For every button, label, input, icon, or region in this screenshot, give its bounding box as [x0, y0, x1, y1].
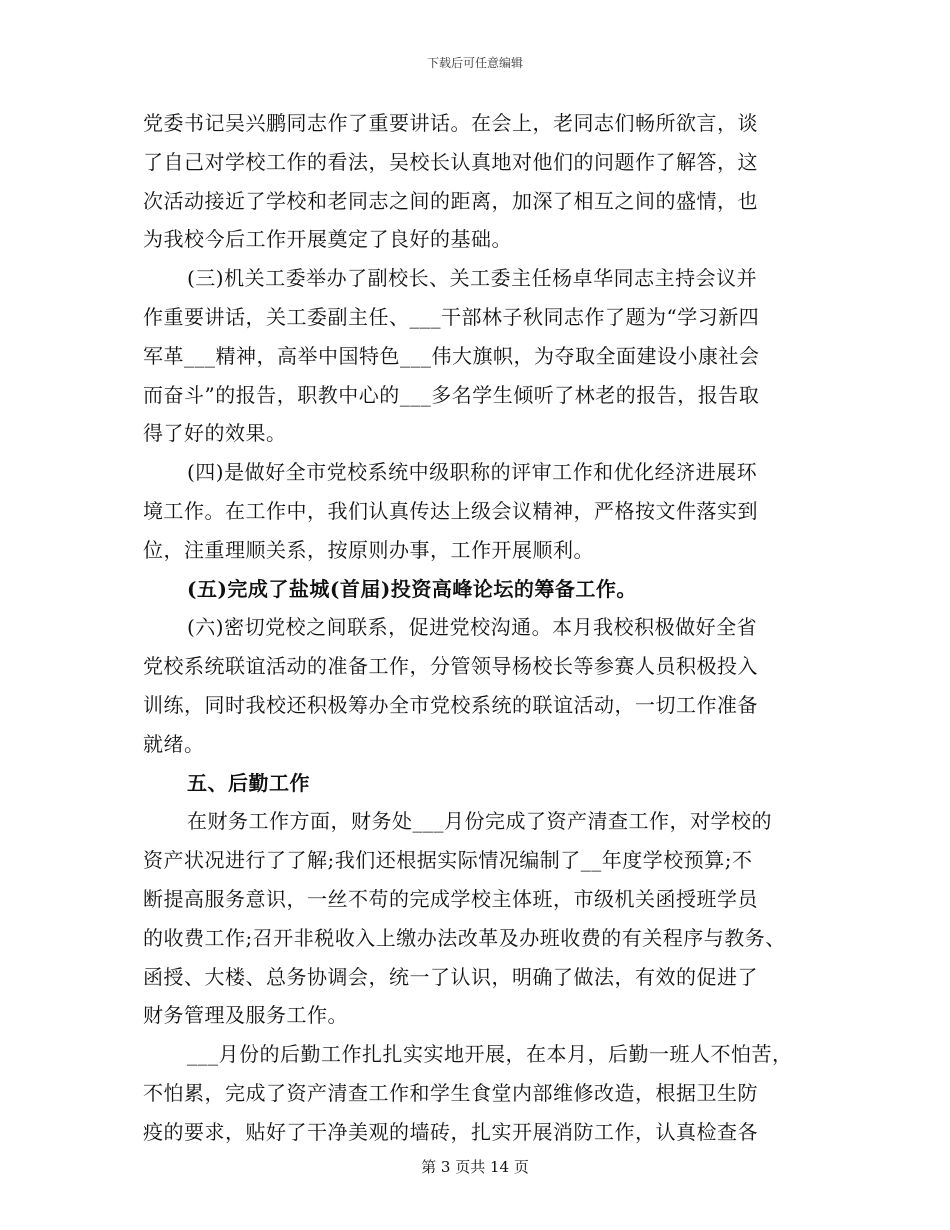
body-text-line: 函授、大楼、总务协调会，统一了认识，明确了做法，有效的促进了 — [143, 964, 758, 989]
body-text-line: 作重要讲话，关工委副主任、___干部林子秋同志作了题为“学习新四 — [143, 304, 760, 329]
body-text-line: 军革___精神，高举中国特色___伟大旗帜，为夺取全面建设小康社会 — [143, 343, 760, 368]
body-text-line: ___月份的后勤工作扎扎实实地开展，在本月，后勤一班人不怕苦， — [187, 1042, 793, 1067]
body-text-line: 的收费工作;召开非税收入上缴办法改革及办班收费的有关程序与教务、 — [143, 925, 786, 950]
document-body — [143, 104, 833, 1152]
body-text-line: (六)密切党校之间联系，促进党校沟通。本月我校积极做好全省 — [187, 615, 758, 640]
body-text-line: 位，注重理顺关系，按原则办事，工作开展顺利。 — [143, 537, 594, 562]
section-heading-line: 五、后勤工作 — [187, 770, 310, 795]
body-text-line: 为我校今后工作开展奠定了良好的基础。 — [143, 227, 512, 252]
body-text-line: 断提高服务意识，一丝不苟的完成学校主体班，市级机关函授班学员 — [143, 886, 758, 911]
body-text-line: 资产状况进行了了解;我们还根据实际情况编制了__年度学校预算;不 — [143, 848, 753, 873]
body-text-line: (四)是做好全市党校系统中级职称的评审工作和优化经济进展环 — [187, 460, 758, 485]
body-text-line: 在财务工作方面，财务处___月份完成了资产清查工作，对学校的 — [187, 809, 772, 834]
body-text-line: 不怕累，完成了资产清查工作和学生食堂内部维修改造，根据卫生防 — [143, 1080, 758, 1105]
body-text-line: (三)机关工委举办了副校长、关工委主任杨卓华同志主持会议并 — [187, 266, 758, 291]
body-text-line: 境工作。在工作中，我们认真传达上级会议精神，严格按文件落实到 — [143, 498, 758, 523]
body-text-line: 财务管理及服务工作。 — [143, 1003, 348, 1028]
page-number-footer: 第 3 页共 14 页 — [421, 1158, 529, 1176]
body-text-line: 得了好的效果。 — [143, 421, 287, 446]
body-text-line: 次活动接近了学校和老同志之间的距离，加深了相互之间的盛情，也 — [143, 188, 758, 213]
body-text-line: 了自己对学校工作的看法，吴校长认真地对他们的问题作了解答，这 — [143, 149, 758, 174]
body-text-line: 训练，同时我校还积极筹办全市党校系统的联谊活动，一切工作准备 — [143, 692, 758, 717]
body-text-line: 党校系统联谊活动的准备工作，分管领导杨校长等参赛人员积极投入 — [143, 654, 758, 679]
page-header-note: 下载后可任意编辑 — [426, 56, 523, 70]
body-text-line: 而奋斗”的报告，职教中心的___多名学生倾听了林老的报告，报告取 — [143, 382, 760, 407]
body-text-line: 党委书记吴兴鹏同志作了重要讲话。在会上，老同志们畅所欲言，谈 — [143, 111, 758, 135]
body-text-line: 就绪。 — [143, 731, 205, 756]
section-heading-line: (五)完成了盐城(首届)投资高峰论坛的筹备工作。 — [187, 576, 637, 601]
body-text-line: 疫的要求，贴好了干净美观的墙砖，扎实开展消防工作，认真检查各 — [143, 1119, 758, 1144]
